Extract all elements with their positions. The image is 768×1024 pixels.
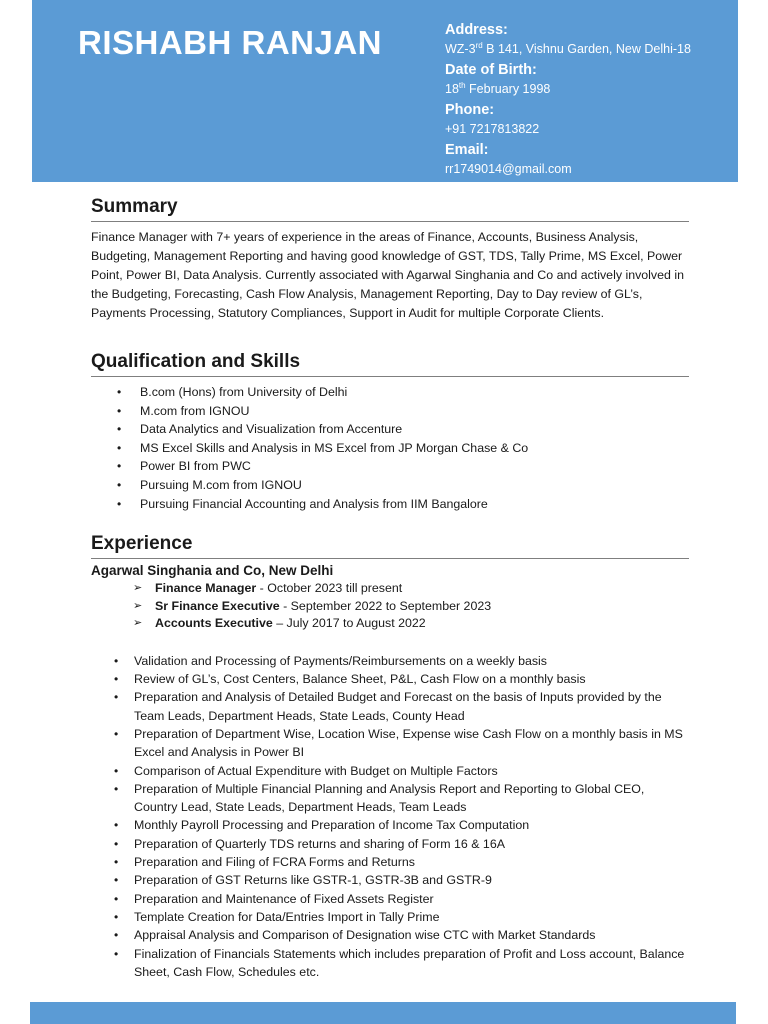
contact-block [445, 22, 735, 182]
qualifications-section [91, 351, 689, 513]
header-banner [32, 0, 738, 182]
phone-value: +91 7217813822 [445, 122, 540, 136]
list-item: • MS Excel Skills and Analysis in MS Excel from JP Morgan Chase & Co [91, 439, 689, 458]
summary-title: Summary [91, 196, 689, 222]
role-period: – July 2017 to August 2022 [272, 616, 426, 631]
role-item [91, 580, 689, 598]
list-item: • M.com from IGNOU [91, 402, 689, 421]
summary-text: Finance Manager with 7+ years of experience in the areas of Finance, Accounts, Business Analysis, Budgeting, Management Reporting and having good knowledge of GST, TDS, Tally Prime, MS Excel, Power Point, Power BI, Data Analysis. Currently associated with Agarwal Singhania and Co and actively involved in the Budgeting, Forecasting, Cash Flow Analysis, Management Reporting, Day to Day review of GL’s, Payments Processing, Statutory Compliances, Support in Audit for multiple Corporate Clients. [91, 230, 685, 320]
role-item [91, 598, 689, 616]
list-item: • Template Creation for Data/Entries Import in Tally Prime [91, 908, 689, 926]
dob-label: Date of Birth: [445, 62, 537, 78]
role-title: Accounts Executive [155, 616, 273, 631]
list-item: • Pursuing M.com from IGNOU [91, 476, 689, 495]
list-item: • Preparation of GST Returns like GSTR-1, GSTR-3B and GSTR-9 [91, 871, 689, 889]
email-value: rr1749014@gmail.com [445, 162, 572, 176]
candidate-name: RISHABH RANJAN [78, 24, 383, 61]
summary-section [91, 196, 689, 323]
phone-label: Phone: [445, 102, 495, 118]
list-item: • Pursuing Financial Accounting and Analysis from IIM Bangalore [91, 495, 689, 514]
list-item: • Preparation of Department Wise, Location Wise, Expense wise Cash Flow on a monthly basis in MS Excel and Analysis in Power BI [91, 725, 689, 762]
list-item: • Comparison of Actual Expenditure with Budget on Multiple Factors [91, 762, 689, 780]
company-name: Agarwal Singhania and Co, New Delhi [91, 563, 334, 578]
list-item: • Validation and Processing of Payments/Reimbursements on a weekly basis [91, 652, 689, 670]
list-item: • Finalization of Financials Statements which includes preparation of Profit and Loss account, Balance Sheet, Cash Flow, Schedules etc. [91, 945, 689, 982]
list-item: • Preparation of Quarterly TDS returns and sharing of Form 16 & 16A [91, 835, 689, 853]
role-title: Finance Manager [155, 581, 257, 595]
qualifications-list [91, 383, 689, 513]
list-item: • Preparation and Analysis of Detailed Budget and Forecast on the basis of Inputs provided by the Team Leads, Department Heads, State Leads, County Head [91, 688, 689, 725]
role-title: Sr Finance Executive [155, 598, 280, 613]
list-item: • B.com (Hons) from University of Delhi [91, 383, 689, 402]
email-label: Email: [445, 142, 489, 158]
qualifications-title: Qualification and Skills [91, 351, 689, 377]
address-value: WZ-3rd B 141, Vishnu Garden, New Delhi-18 [445, 40, 691, 56]
list-item: • Appraisal Analysis and Comparison of Designation wise CTC with Market Standards [91, 926, 689, 944]
list-item: • Power BI from PWC [91, 457, 689, 476]
role-item [91, 615, 689, 633]
role-period: - September 2022 to September 2023 [279, 598, 492, 613]
role-period: - October 2023 till present [256, 581, 403, 595]
experience-section [91, 533, 689, 981]
list-item: • Preparation and Filing of FCRA Forms and Returns [91, 853, 689, 871]
list-item: • Monthly Payroll Processing and Preparation of Income Tax Computation [91, 816, 689, 834]
list-item: • Data Analytics and Visualization from Accenture [91, 420, 689, 439]
experience-title: Experience [91, 533, 689, 559]
list-item: • Review of GL’s, Cost Centers, Balance Sheet, P&L, Cash Flow on a monthly basis [91, 670, 689, 688]
address-label: Address: [445, 22, 508, 38]
duties-list [91, 652, 689, 981]
roles-list [91, 580, 689, 633]
footer-bar [30, 1002, 736, 1024]
list-item: • Preparation and Maintenance of Fixed Assets Register [91, 890, 689, 908]
dob-value: 18th February 1998 [445, 80, 551, 96]
list-item: • Preparation of Multiple Financial Planning and Analysis Report and Reporting to Global CEO, Country Lead, State Leads, Department Heads, Team Leads [91, 780, 689, 817]
